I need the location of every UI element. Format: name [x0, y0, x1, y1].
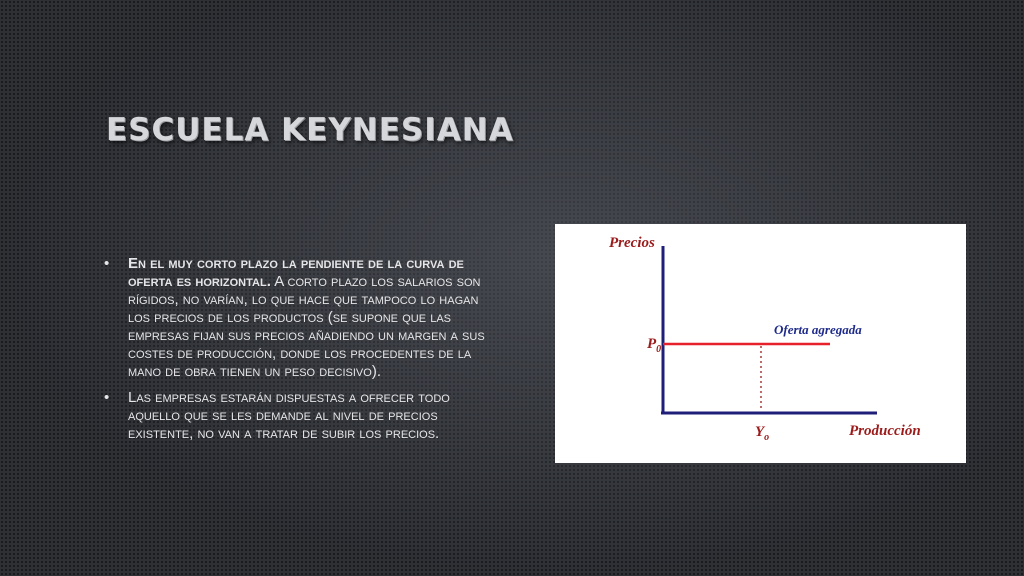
bullet-text: A corto plazo los salarios son rígidos, no varían, lo que hace que tampoco lo hagan los precios de los productos (se supone que las empresas fijan sus precios añadiendo un margen a sus costes de producción, donde los procedentes de la mano de obra tienen un peso decisivo). — [128, 273, 485, 380]
y-axis-label: Precios — [609, 235, 655, 251]
x-axis-label: Producción — [849, 423, 921, 439]
bullet-marker: • — [104, 389, 110, 406]
bullet-item — [104, 255, 504, 381]
bullet-text: Las empresas estarán dispuestas a ofrecer todo aquello que se les demande al nivel de precios existente, no van a tratar de subir los precios. — [128, 389, 450, 442]
bullet-list — [104, 255, 504, 451]
output-label: $Y_o$ — [755, 424, 770, 443]
bullet-bold-text: En el muy corto plazo la pendiente de la curva de oferta es horizontal. — [128, 255, 464, 290]
aggregate-supply-diagram — [555, 224, 966, 463]
bullet-marker: • — [104, 255, 110, 272]
slide-title: ESCUELA KEYNESIANA — [106, 112, 514, 148]
diagram-svg — [555, 224, 966, 463]
bullet-item — [104, 389, 504, 443]
supply-curve-label: Oferta agregada — [774, 322, 862, 337]
price-level-label: $P_0$ — [647, 336, 662, 355]
